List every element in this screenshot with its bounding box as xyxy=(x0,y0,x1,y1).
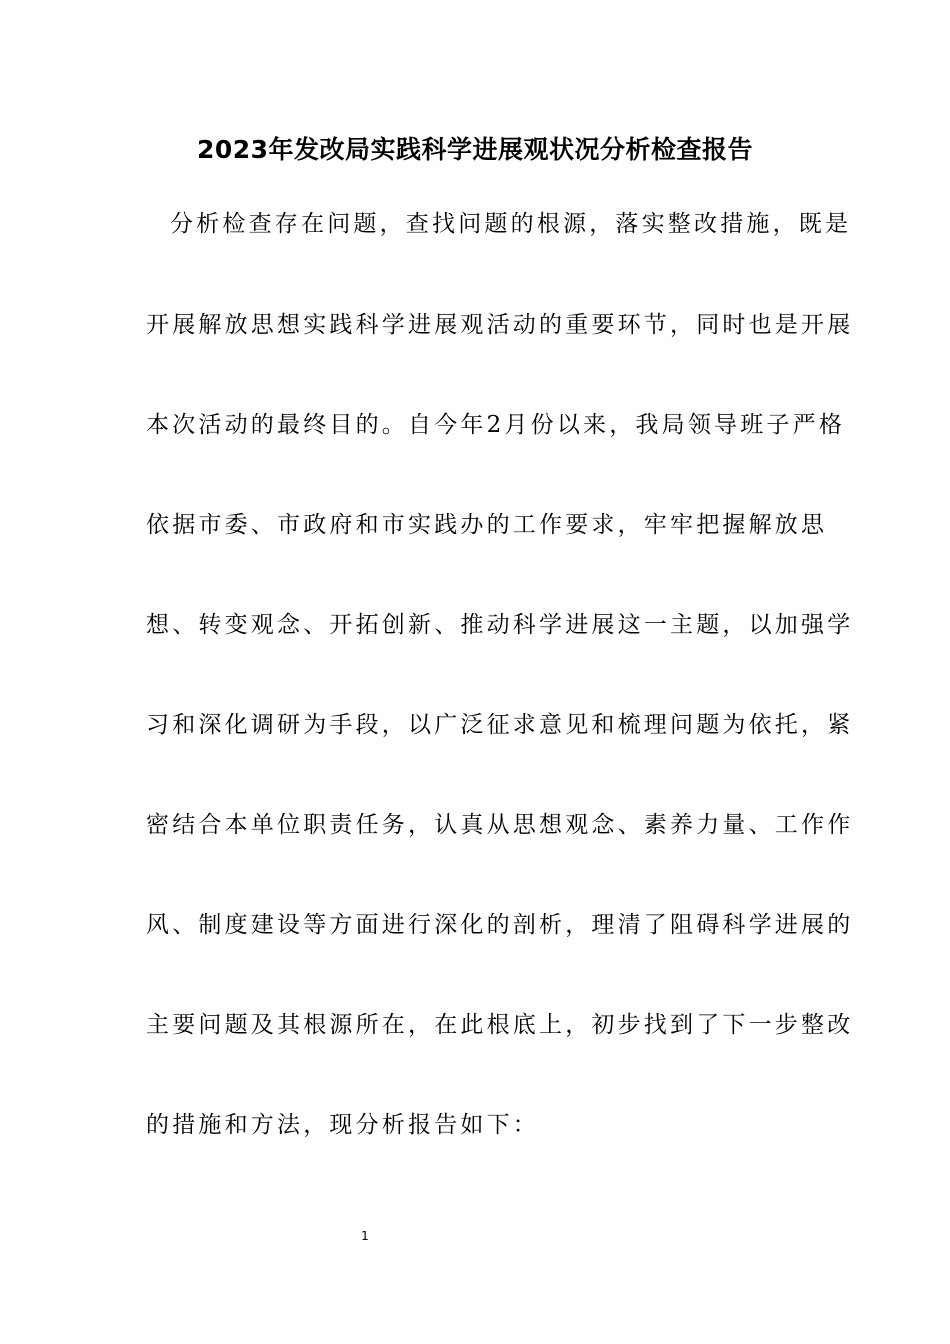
paragraph-line: 分析检查存在问题，查找问题的根源，落实整改措施，既是 xyxy=(170,211,852,237)
document-title: 2023年发改局实践科学进展观状况分析检查报告 xyxy=(196,135,754,164)
paragraph-line: 的措施和方法，现分析报告如下： xyxy=(146,1112,539,1138)
paragraph-line: 习和深化调研为手段，以广泛征求意见和梳理问题为依托，紧 xyxy=(146,712,854,738)
paragraph-line: 风、制度建设等方面进行深化的剖析，理清了阻碍科学进展的 xyxy=(146,912,854,938)
paragraph-line: 依据市委、市政府和市实践办的工作要求，牢牢把握解放思 xyxy=(146,512,828,538)
paragraph-line: 本次活动的最终目的。自今年2月份以来，我局领导班子严格 xyxy=(146,412,846,438)
paragraph-line: 开展解放思想实践科学进展观活动的重要环节，同时也是开展 xyxy=(146,312,854,338)
paragraph-line: 主要问题及其根源所在，在此根底上，初步找到了下一步整改 xyxy=(146,1012,854,1038)
paragraph-line: 密结合本单位职责任务，认真从思想观念、素养力量、工作作 xyxy=(146,812,854,838)
paragraph-line: 想、转变观念、开拓创新、推动科学进展这一主题，以加强学 xyxy=(146,612,854,638)
page-number: 1 xyxy=(361,1229,369,1243)
